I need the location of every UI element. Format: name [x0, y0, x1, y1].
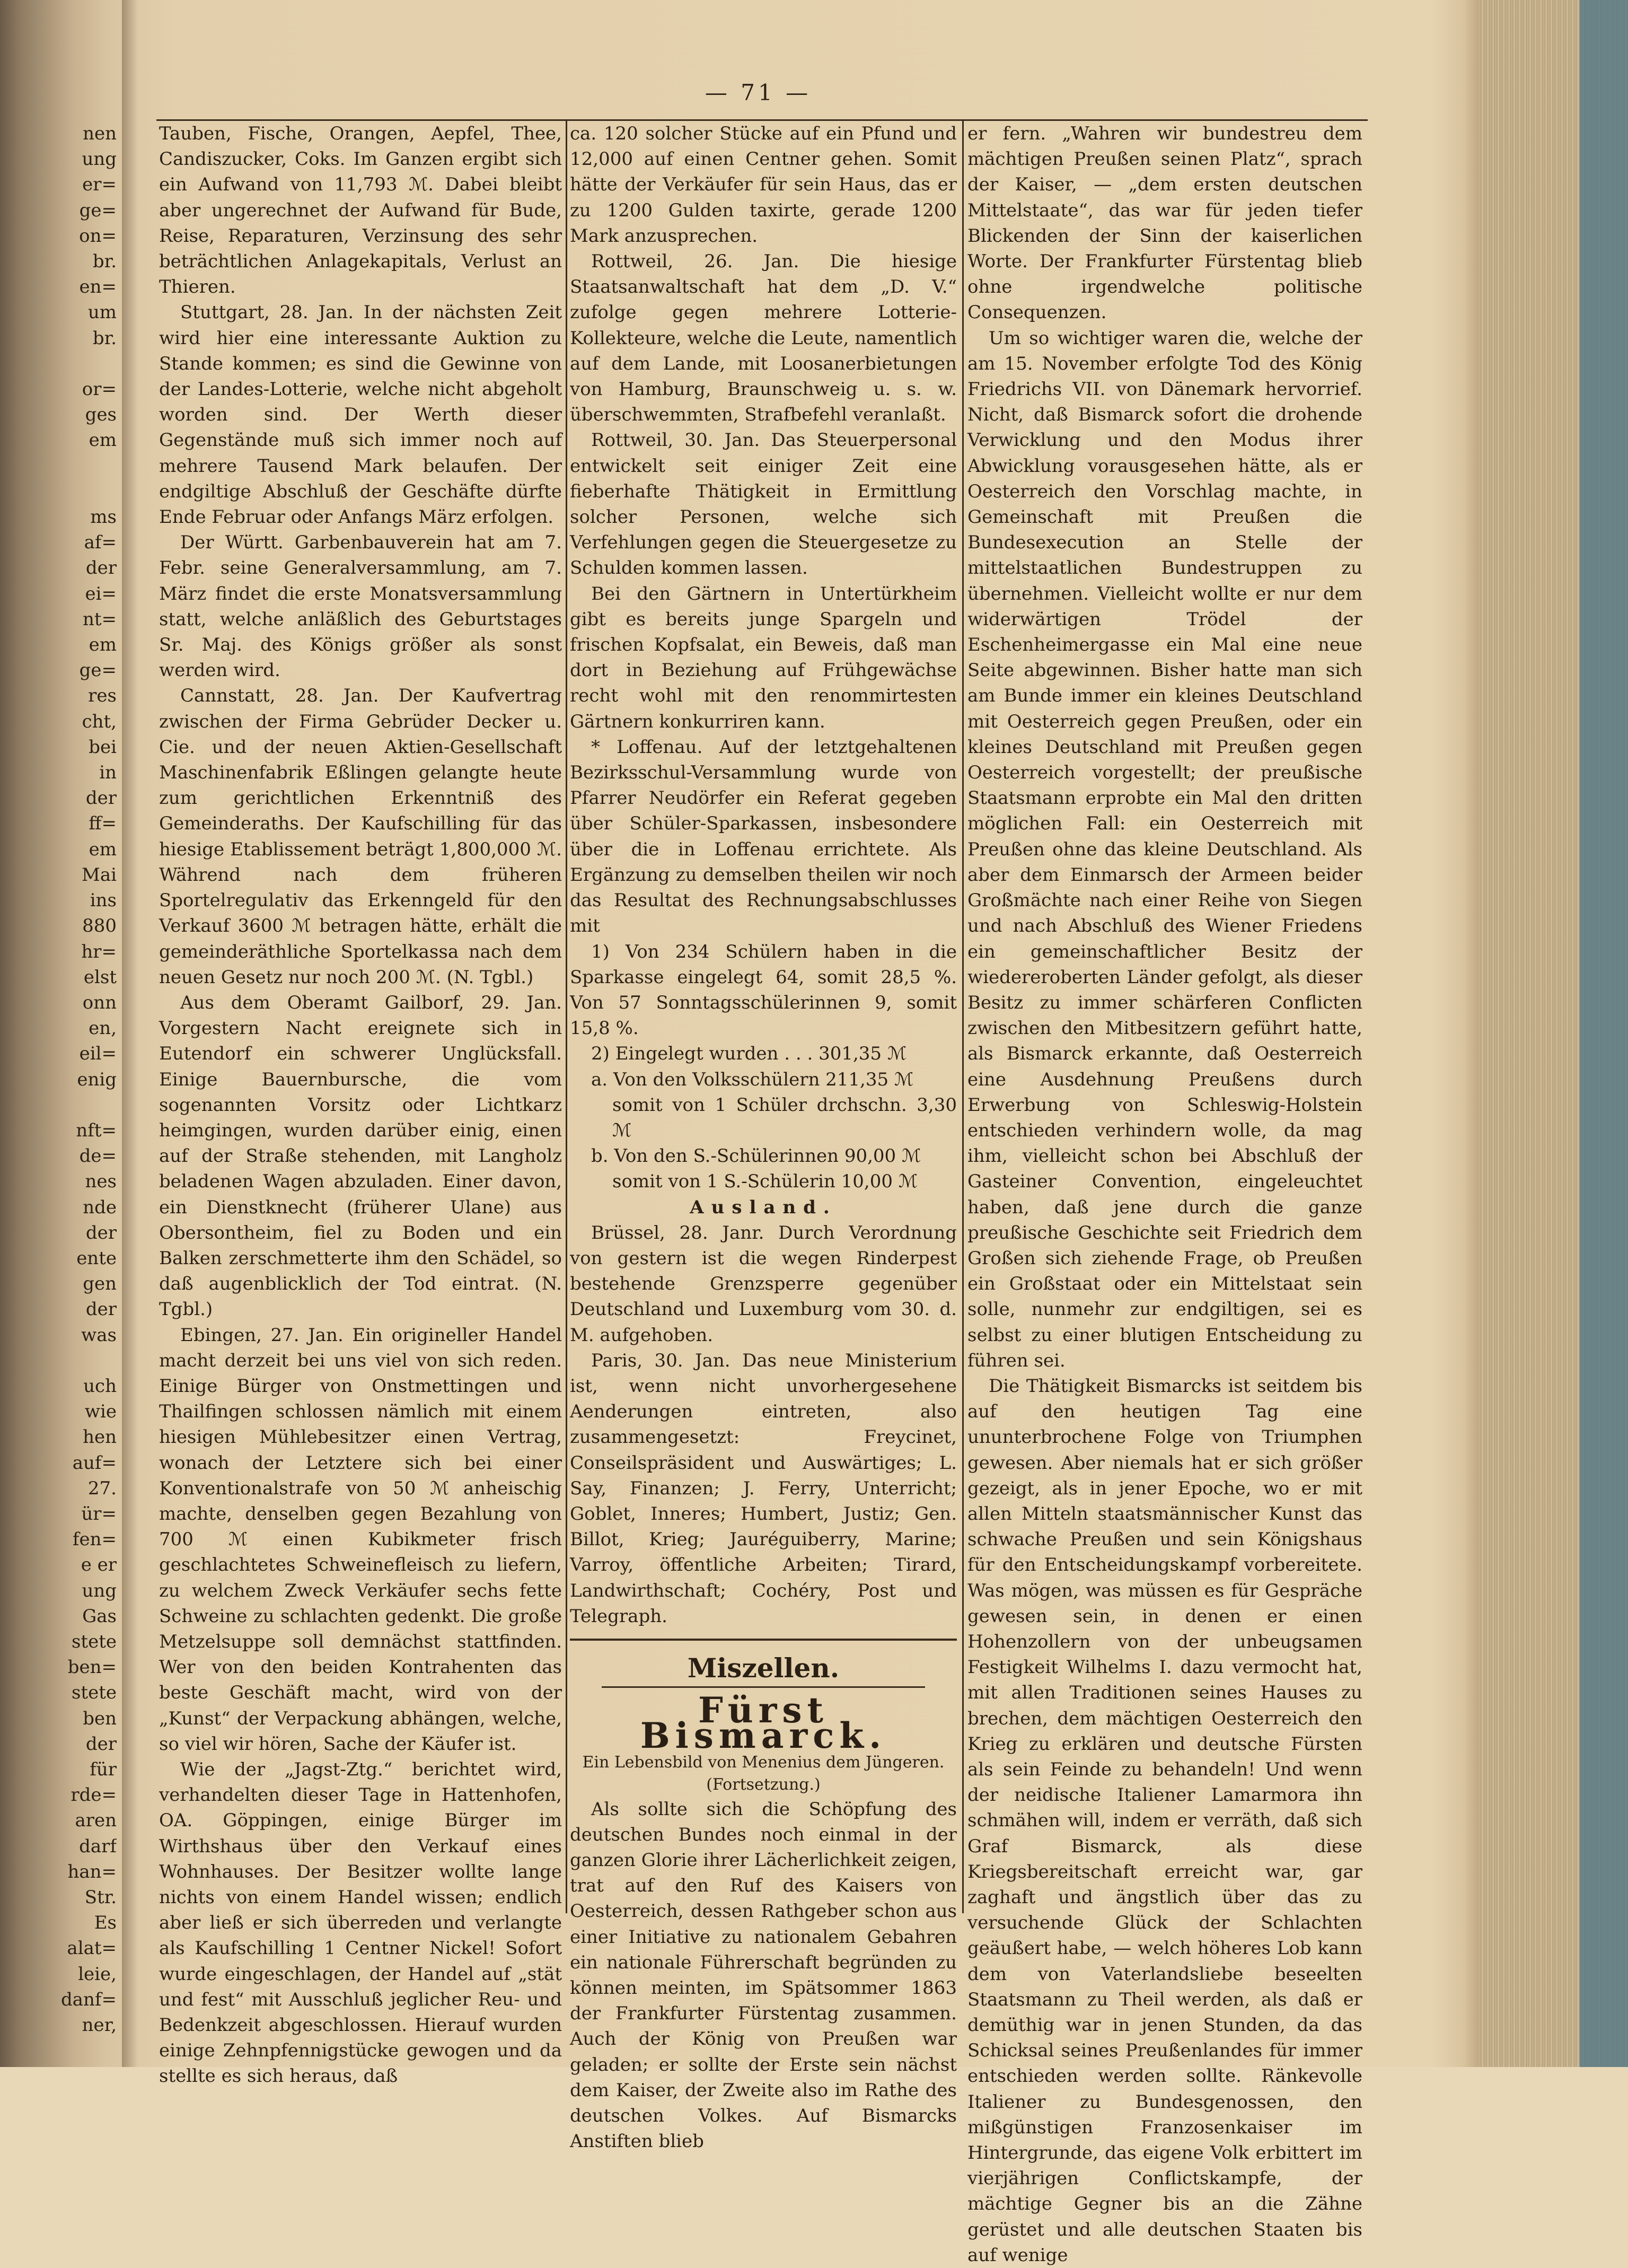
list-item: b. Von den S.-Schülerinnen 90,00 ℳ: [591, 1145, 921, 1167]
edge-text-line: leie,: [78, 1963, 117, 1985]
edge-text-line: af=: [84, 532, 117, 554]
edge-text-line: on=: [79, 225, 117, 247]
edge-text-line: rde=: [71, 1784, 117, 1806]
edge-text-line: ben=: [67, 1657, 117, 1678]
paragraph: Wie der „Jagst-Ztg.“ berichtet wird, verhandelten dieser Tage in Hattenhofen, OA. Göppingen, einige Bürger im Wirthshaus über den Verkauf eines Wohnhauses. Der Besitzer wollte lange nichts von einem Handel wissen; endlich aber ließ er sich überreden und verlangte als Kaufschilling 1 Centner Nickel! Sofort wurde eingeschlagen, der Handel auf „stät und fest“ mit Ausschluß jeglicher Reu- und Bedenkzeit abgeschlossen. Hierauf wurden einige Zehnpfennigstücke gewogen und da stellte es sich heraus, daß: [159, 1759, 562, 2087]
edge-text-line: uch: [83, 1375, 117, 1397]
edge-text-line: der: [85, 1299, 117, 1320]
edge-text-line: de=: [79, 1145, 117, 1167]
book-cover-edge: [1580, 0, 1628, 2067]
page-number: — 71 —: [705, 80, 812, 106]
miszellen-section: [570, 1639, 957, 2154]
list-item: a. Von den Volksschülern 211,35 ℳ: [591, 1069, 914, 1090]
column-1: [159, 121, 562, 2089]
edge-text-line: alat=: [67, 1938, 117, 1959]
section-heading-miszellen: Miszellen.: [687, 1652, 840, 1684]
edge-text-line: ben: [83, 1707, 117, 1729]
paragraph: Rottweil, 26. Jan. Die hiesige Staatsanwaltschaft hat dem „D. V.“ zufolge gegen mehrere Lotterie-Kollekteure, welche die Leute, namentlich auf dem Lande, mit Loosanerbietungen von Hamburg, Braunschweig u. s. w. überschwemmten, Strafbefehl veranlaßt.: [570, 251, 957, 426]
edge-text-line: für: [90, 1759, 117, 1780]
edge-text-line: ges: [85, 404, 117, 426]
edge-text-line: ge=: [79, 199, 117, 221]
paragraph: er fern. „Wahren wir bundestreu dem mächtigen Preußen seinen Platz“, sprach der Kaiser, — „dem ersten deutschen Mittelstaate“, das war für jeden tiefer Blickenden der Sinn der kaiserlichen Worte. Der Frankfurter Fürstentag blieb ohne irgendwelche politische Consequenzen.: [967, 123, 1362, 323]
edge-text-line: em: [89, 430, 117, 451]
edge-text-line: aren: [75, 1810, 117, 1832]
paragraph: Der Württ. Garbenbauverein hat am 7. Febr. seine Generalversammlung, am 7. März findet die erste Monatsversammlung statt, welche anläßlich des Geburtstages Sr. Maj. des Königs größer als sonst werden wird.: [159, 532, 562, 681]
edge-text-line: ente: [76, 1247, 117, 1269]
paragraph: Aus dem Oberamt Gailborf, 29. Jan. Vorgestern Nacht ereignete sich in Eutendorf ein schwerer Unglücksfall. Einige Bauernbursche, die vom sogenannten Vorsitz oder Lichtkarz heimgingen, wurden darüber einig, einen auf der Straße stehenden, mit Langholz beladenen Wagen abzuladen. Einer davon, ein Dienstknecht (früherer Ulane) aus Obersontheim, fiel zu Boden und ein Balken zerschmetterte ihm den Schädel, so daß augenblicklich der Tod eintrat. (N. Tgbl.): [159, 992, 562, 1320]
edge-text-line: nen: [83, 123, 117, 144]
edge-text-line: fen=: [72, 1529, 117, 1551]
edge-text-line: ins: [90, 890, 117, 912]
edge-text-line: e er: [81, 1554, 117, 1576]
edge-text-line: ms: [90, 506, 117, 528]
edge-text-line: Gas: [82, 1605, 117, 1627]
edge-text-line: hr=: [81, 941, 117, 962]
edge-text-line: [0, 453, 117, 479]
column-3: [967, 121, 1362, 2268]
paragraph: * Loffenau. Auf der letztgehaltenen Bezirksschul-Versammlung wurde von Pfarrer Neudörfer ein Referat gegeben über Schüler-Sparkassen, insbesondere über die in Loffenau errichtete. Als Ergänzung zu demselben theilen wir noch das Resultat des Rechnungsabschlusses mit: [570, 736, 957, 937]
edge-text-line: er=: [82, 174, 117, 196]
edge-text-line: cht,: [82, 711, 117, 732]
edge-text-line: em: [89, 838, 117, 860]
edge-text-line: der: [85, 557, 117, 579]
article-subtitle: Ein Lebensbild von Menenius dem Jüngeren.: [582, 1753, 945, 1772]
article-title: Fürst Bismarck.: [640, 1689, 887, 1757]
edge-text-line: ung: [82, 148, 117, 170]
paragraph: Die Thätigkeit Bismarcks ist seitdem bis auf den heutigen Tag eine ununterbrochene Folge von Triumphen gewesen. Aber niemals hat er sich größer gezeigt, als in jener Epoche, wo er mit allen Mitteln staatsmännischer Kunst das schwache Preußen und sein Königshaus für den Entscheidungskampf vorbereitete. Was mögen, was müssen es für Gespräche gewesen sein, in denen er einen Hohenzollern von der unbeugsamen Festigkeit Wilhelms I. dazu vermocht hat, mit allen Traditionen seines Hauses zu brechen, dem mächtigen Oesterreich den Krieg zu erklären und deutsche Fürsten als sein Feinde zu behandeln! Und wenn der neidische Italiener Lamarmora ihn schmähen will, indem er verräth, daß sich Graf Bismarck, als diese Kriegsbereitschaft erreicht war, gar zaghaft und ängstlich über das zu versuchende Glück der Schlachten geäußert habe, — welch höheres Lob kann dem von Vaterlandsliebe beseelten Staatsmann zu Theil werden, als daß er demüthig war in jenen Stunden, da das Schicksal seines Preußenlandes für immer entschieden werden sollte. Ränkevolle Italiener zu Bundesgenossen, den mißgünstigen Franzosenkaiser im Hintergrunde, das eigene Volk erbittert im vierjährigen Conflictskampfe, der mächtige Gegner bis an die Zähne gerüstet und alle deutschen Staaten bis auf wenige: [967, 1375, 1362, 2266]
edge-text-line: nde: [83, 1196, 117, 1218]
edge-text-line: stete: [71, 1631, 117, 1652]
edge-text-line: der: [85, 1733, 117, 1755]
edge-text-line: nes: [85, 1171, 117, 1193]
continuation-note: (Fortsetzung.): [706, 1775, 821, 1794]
edge-text-line: ner,: [82, 2015, 117, 2036]
edge-text-line: 27.: [87, 1477, 117, 1499]
edge-text-line: darf: [79, 1835, 117, 1857]
edge-text-line: em: [89, 634, 117, 656]
edge-text-line: br.: [92, 327, 117, 349]
edge-text-line: auf=: [72, 1452, 117, 1474]
edge-text-line: res: [88, 685, 117, 707]
edge-text-line: ür=: [81, 1503, 117, 1525]
edge-text-line: bei: [89, 736, 117, 758]
paragraph: Um so wichtiger waren die, welche der am 15. November erfolgte Tod des König Friedrichs VII. von Dänemark hervorrief. Nicht, daß Bismarck sofort die drohende Verwicklung und den Modus ihrer Abwicklung vorausgesehen hätte, als er Oesterreich den Vorschlag machte, in Gemeinschaft mit Preußen die Bundesexecution an Stelle der mittelstaatlichen Bundestruppen zu übernehmen. Vielleicht wollte er nur dem widerwärtigen Trödel der Eschenheimergasse ein Mal eine neue Seite abgewinnen. Bisher hatte man sich am Bunde immer ein kleines Deutschland mit Oesterreich gegen Preußen, oder ein kleines Deutschland mit Preußen gegen Oesterreich vorgestellt; der preußische Staatsmann erprobte ein Mal den dritten möglichen Fall: ein Oesterreich mit Preußen ohne das kleine Deutschland. Als aber dem Einmarsch der Armeen beider Großmächte nach einer Reihe von Siegen und nach Abschluß des Wiener Friedens ein gemeinschaftlicher Besitz der wiedereroberten Länder gefolgt, als dieser Besitz zu immer schärferen Conflicten zwischen den Mitbesitzern geführt hatte, als Bismarck erkannte, daß Oesterreich eine Ausdehnung Preußens durch Erwerbung von Schleswig-Holstein entschieden verhindern wolle, da mag ihm, vielleicht schon bei Abschluß der Gasteiner Convention, eingeleuchtet haben, daß jene durch die ganze preußische Geschichte seit Friedrich dem Großen sich ziehende Frage, ob Preußen ein Großstaat oder ein Mittelstaat sein solle, nunmehr zur endgiltigen, sei es selbst zu einer blutigen Entscheidung zu führen sei.: [967, 327, 1362, 1371]
column-rule: [566, 121, 567, 1913]
edge-text-line: nft=: [76, 1119, 117, 1141]
edge-text-line: ff=: [89, 813, 117, 835]
edge-text-line: or=: [82, 379, 117, 400]
edge-text-line: stete: [71, 1682, 117, 1704]
divider: [602, 1686, 925, 1688]
edge-text-line: eil=: [79, 1043, 117, 1065]
edge-text-line: gen: [83, 1273, 117, 1295]
edge-text-line: Es: [94, 1912, 117, 1934]
paragraph: Tauben, Fische, Orangen, Aepfel, Thee, Candiszucker, Coks. Im Ganzen ergibt sich ein Aufwand von 11,793 ℳ. Dabei bleibt aber ungerechnet der Aufwand für Bude, Reise, Reparaturen, Verzinsung des sehr beträchtlichen Anlagekapitals, Verlust an Thieren.: [159, 123, 562, 298]
edge-text-line: en,: [89, 1018, 117, 1039]
edge-text-line: was: [81, 1324, 117, 1346]
edge-text-line: [0, 1092, 117, 1118]
paragraph: Stuttgart, 28. Jan. In der nächsten Zeit wird hier eine interessante Auktion zu Stande kommen; es sind die Gewinne von der Landes-Lotterie, welche nicht abgeholt worden sind. Der Werth dieser Gegenstände muß sich immer noch auf mehrere Tausend Mark belaufen. Der endgiltige Abschluß der Geschäfte dürfte Ende Februar oder Anfangs März erfolgen.: [159, 302, 562, 528]
edge-text-line: in: [99, 762, 117, 784]
edge-text-line: danf=: [60, 1989, 117, 2010]
edge-text-line: nt=: [82, 608, 117, 630]
edge-text-line: ge=: [79, 660, 117, 681]
edge-text-line: wie: [84, 1401, 117, 1423]
edge-text-line: der: [85, 1222, 117, 1244]
edge-text-line: enig: [77, 1069, 117, 1090]
edge-text-line: ei=: [85, 583, 117, 605]
edge-text-line: ung: [82, 1580, 117, 1601]
edge-text-line: onn: [82, 992, 117, 1013]
edge-text-line: um: [87, 302, 117, 323]
list-item: somit von 1 Schüler drchschn. 3,30 ℳ: [612, 1094, 957, 1141]
book-gutter: [122, 0, 138, 2067]
column-2: [570, 121, 957, 2154]
edge-text-line: han=: [67, 1861, 117, 1882]
edge-text-line: [0, 479, 117, 504]
section-heading-ausland: Ausland.: [690, 1196, 837, 1218]
list-item: 2) Eingelegt wurden . . . 301,35 ℳ: [591, 1043, 907, 1065]
edge-text-line: hen: [83, 1426, 117, 1448]
paragraph: Paris, 30. Jan. Das neue Ministerium ist, wenn nicht unvorhergesehene Aenderungen eintreten, also zusammengesetzt: Freycinet, Conseilspräsident und Auswärtiges; L. Say, Finanzen; J. Ferry, Unterricht; Goblet, Inneres; Humbert, Justiz; Gen. Billot, Krieg; Jauréguiberry, Marine; Varroy, öffentliche Arbeiten; Tirard, Landwirthschaft; Cochéry, Post und Telegraph.: [570, 1350, 957, 1627]
paragraph: Rottweil, 30. Jan. Das Steuerpersonal entwickelt seit einiger Zeit eine fieberhafte Thätigkeit in Ermittlung solcher Personen, welche sich Verfehlungen gegen die Steuergesetze zu Schulden kommen lassen.: [570, 430, 957, 579]
paragraph: ca. 120 solcher Stücke auf ein Pfund und 12,000 auf einen Centner gehen. Somit hätte der Verkäufer für sein Haus, das er zu 1200 Gulden taxirte, gerade 1200 Mark anzusprechen.: [570, 123, 957, 247]
paragraph: Brüssel, 28. Janr. Durch Verordnung von gestern ist die wegen Rinderpest bestehende Grenzsperre gegenüber Deutschland und Luxemburg vom 30. d. M. aufgehoben.: [570, 1222, 957, 1346]
edge-text-line: Mai: [82, 864, 117, 886]
edge-text-line: 880: [82, 915, 117, 937]
previous-page-edge-text: [0, 121, 117, 2038]
edge-text-line: der: [85, 787, 117, 809]
edge-text-line: br.: [92, 251, 117, 273]
list-item: somit von 1 S.-Schülerin 10,00 ℳ: [612, 1171, 918, 1193]
paragraph: Bei den Gärtnern in Untertürkheim gibt es bereits junge Spargeln und frischen Kopfsalat, ein Beweis, daß man dort in Beziehung auf Frühgewächse recht wohl mit den renommirtesten Gärtnern konkurriren kann.: [570, 583, 957, 732]
list-item: 1) Von 234 Schülern haben in die Sparkasse eingelegt 64, somit 28,5 %. Von 57 Sonntagsschülerinnen 9, somit 15,8 %.: [570, 941, 957, 1039]
paragraph: Als sollte sich die Schöpfung des deutschen Bundes noch einmal in der ganzen Glorie ihrer Lächerlichkeit zeigen, trat auf den Ruf des Kaisers von Oesterreich, dessen Rathgeber schon aus einer Initiative zu nationalem Gebahren ein nationale Führerschaft begründen zu können meinten, im Spätsommer 1863 der Frankfurter Fürstentag zusammen. Auch der König von Preußen war geladen; er sollte der Erste sein nächst dem Kaiser, der Zweite also im Rathe des deutschen Volkes. Auf Bismarcks Anstiften blieb: [570, 1798, 957, 2152]
paragraph: Cannstatt, 28. Jan. Der Kaufvertrag zwischen der Firma Gebrüder Decker u. Cie. und der neuen Aktien-Gesellschaft Maschinenfabrik Eßlingen gelangte heute zum gerichtlichen Erkenntniß des Gemeinderaths. Der Kaufschilling für das hiesige Etablissement beträgt 1,800,000 ℳ. Während nach dem früheren Sportelregulativ das Erkenngeld für den Verkauf 3600 ℳ betragen hätte, erhält die gemeinderäthliche Sportelkassa nach dem neuen Gesetz nur noch 200 ℳ. (N. Tgbl.): [159, 685, 562, 988]
edge-text-line: en=: [79, 276, 117, 298]
edge-text-line: elst: [83, 966, 117, 988]
edge-text-line: [0, 351, 117, 376]
edge-text-line: Str.: [84, 1887, 117, 1908]
paragraph: Ebingen, 27. Jan. Ein origineller Handel macht derzeit bei uns viel von sich reden. Einige Bürger von Onstmettingen und Thailfingen schlossen nämlich mit einem hiesigen Mühlebesitzer einen Vertrag, wonach der Letztere sich bei einer Konventionalstrafe von 50 ℳ anheischig machte, denselben gegen Bezahlung von 700 ℳ einen Kubikmeter frisch geschlachtetes Schweinefleisch zu liefern, zu welchem Zweck Verkäufer sechs fette Schweine zu schlachten gedenkt. Die große Metzelsuppe soll demnächst stattfinden. Wer von den beiden Kontrahenten das beste Geschäft macht, wird von der „Kunst“ der Verpackung abhängen, welche, so viel wir hören, Sache der Käufer ist.: [159, 1324, 562, 1755]
edge-text-line: [0, 1348, 117, 1373]
column-rule: [962, 121, 964, 1913]
